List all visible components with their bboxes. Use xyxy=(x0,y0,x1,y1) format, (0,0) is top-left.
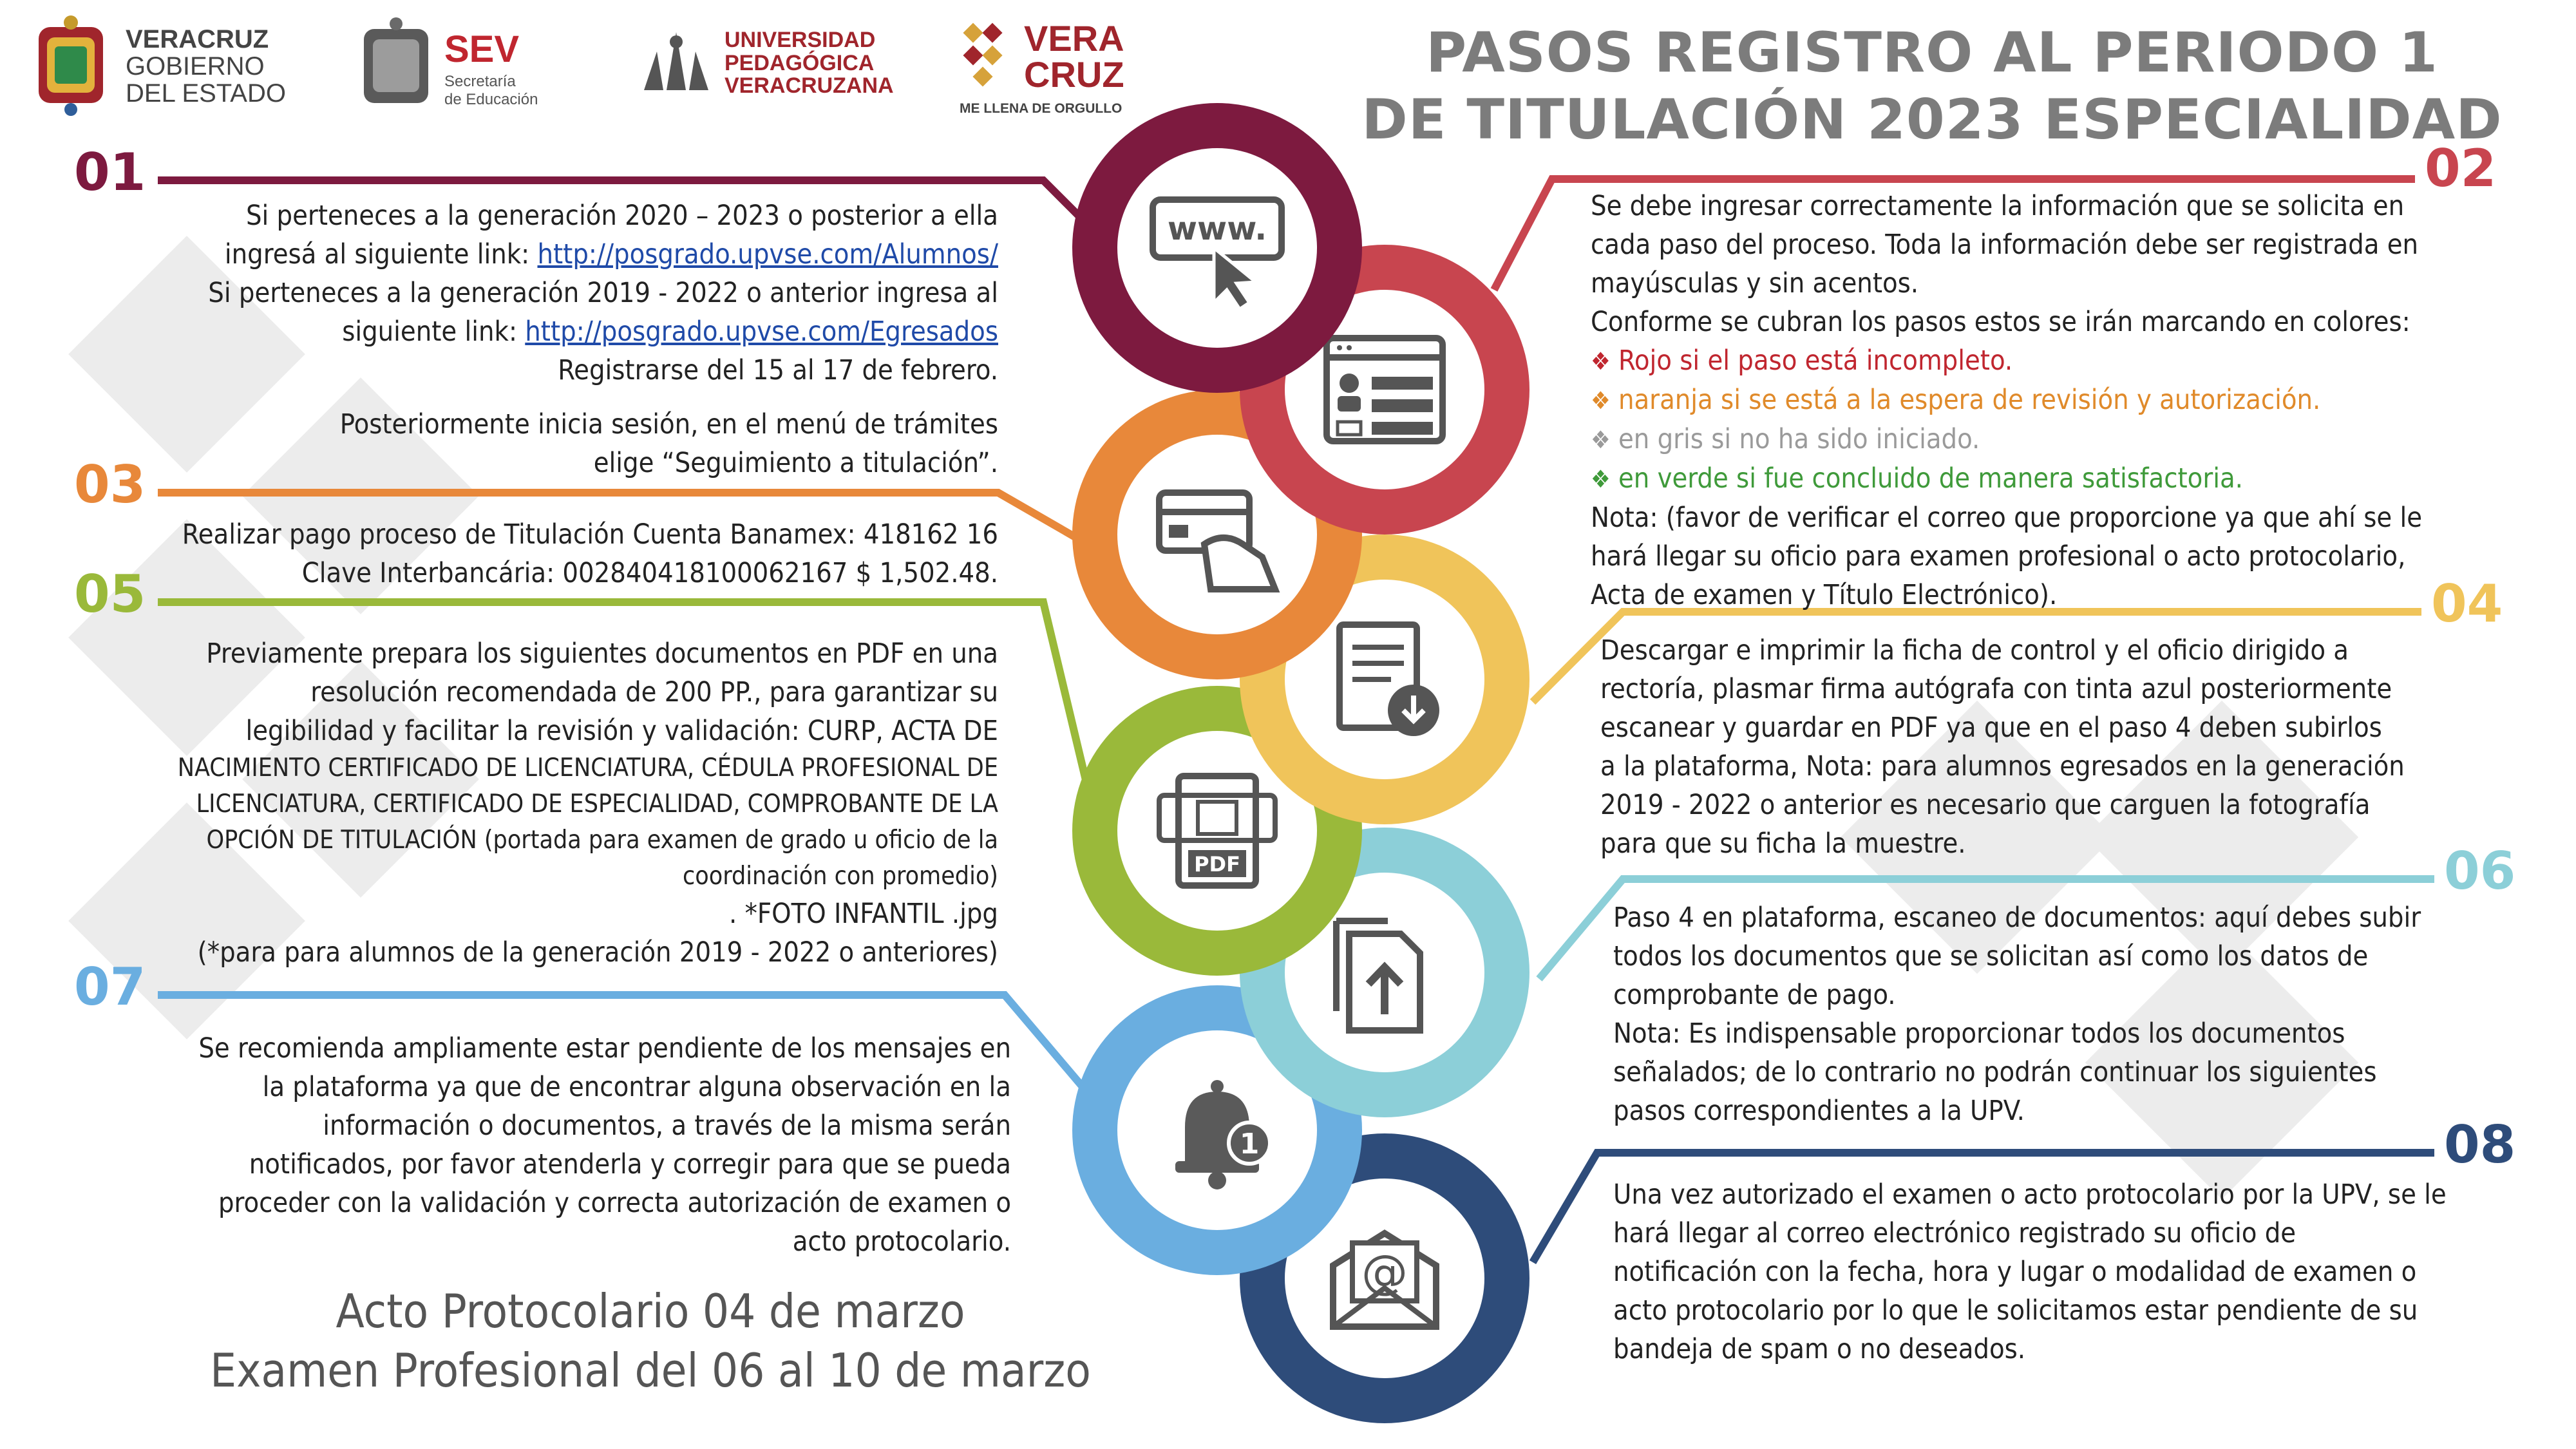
text-line: en plataforma, xyxy=(1702,902,1886,934)
step-08-number: 08 xyxy=(2444,1115,2516,1175)
step-05-text xyxy=(77,634,998,972)
key-dates xyxy=(193,1282,1108,1400)
logo-line: Secretaría xyxy=(444,73,516,90)
step-06-number: 06 xyxy=(2444,841,2516,901)
text-line: Si perteneces a la generación 2020 – 2023 o posterior a ella xyxy=(245,200,998,232)
text-line: Una vez autorizado el examen o acto protocolario por la UPV, se le xyxy=(1613,1179,2447,1211)
nota-label: Nota: xyxy=(1591,502,1658,534)
logo-line: VERACRUZANA xyxy=(724,73,894,99)
text-line: pasos correspondientes a la UPV. xyxy=(1613,1095,2025,1127)
text-line: proceder con la validación y correcta autorización de examen o xyxy=(218,1187,1011,1219)
svg-text:1: 1 xyxy=(1239,1128,1260,1160)
diamond-bullet-icon: ❖ xyxy=(1591,426,1611,454)
step-01-text xyxy=(97,196,998,482)
logo-line: VERA xyxy=(1024,18,1124,59)
text-line: . *FOTO INFANTIL .jpg xyxy=(729,898,998,930)
text-line: para que su ficha la muestre. xyxy=(1600,828,1966,860)
diamond-bullet-icon: ❖ xyxy=(1591,347,1611,375)
logo-line: PEDAGÓGICA xyxy=(724,50,875,75)
text-line: acto protocolario por lo que le solicitamos estar pendiente de su xyxy=(1613,1294,2418,1327)
text-line: información o documentos, a través de la misma serán xyxy=(323,1110,1011,1142)
status-green-text: en verde si fue concluido de manera satisfactoria. xyxy=(1618,462,2243,495)
nota-label: Nota: xyxy=(1806,750,1873,782)
step-03-number: 03 xyxy=(74,455,146,515)
step-04-text xyxy=(1600,631,2528,863)
title-line-1: PASOS REGISTRO AL PERIODO 1 xyxy=(1426,21,2438,85)
text-line: Es indispensable proporcionar todos los documentos xyxy=(1688,1018,2345,1050)
text-line: mayúsculas y sin acentos. xyxy=(1591,267,1919,299)
text-line: escanear y guardar en PDF ya que en el paso 4 deben subirlos xyxy=(1600,712,2382,744)
status-red-text: Rojo si el paso está incompleto. xyxy=(1618,345,2013,377)
document-download-icon xyxy=(1323,615,1446,744)
diamond-bullet-icon: ❖ xyxy=(1591,386,1611,415)
text-line: la plataforma ya que de encontrar alguna observación en la xyxy=(262,1071,1011,1103)
status-gray-text: en gris si no ha sido iniciado. xyxy=(1618,423,1980,455)
email-icon xyxy=(1320,1220,1449,1336)
text-line: (*para para alumnos de la generación 2019 - 2022 o anteriores) xyxy=(197,936,998,969)
text-line: a la plataforma, xyxy=(1600,750,1798,782)
svg-text:PDF: PDF xyxy=(1194,852,1240,876)
text-line: todos los documentos que se solicitan así como los datos de xyxy=(1613,940,2369,972)
text-line: coordinación con promedio) xyxy=(683,862,998,891)
text-line: hará llegar al correo electrónico registrado su oficio de xyxy=(1613,1217,2297,1249)
step-01-circle xyxy=(1072,103,1362,393)
text-line: cada paso del proceso. Toda la información debe ser registrada en xyxy=(1591,229,2419,261)
text-line: para alumnos egresados en la generación xyxy=(1880,750,2405,782)
text-line: Clave Interbancária: 002840418100062167 $ 1,502.48. xyxy=(301,557,998,589)
text-line: (favor de verificar el correo que proporcione ya que ahí se le xyxy=(1665,502,2423,534)
text-line: Registrarse del 15 al 17 de febrero. xyxy=(558,354,998,386)
text-line: Paso 4 xyxy=(1613,902,1694,934)
step-07-number: 07 xyxy=(74,957,146,1017)
text-line: 2019 - 2022 o anterior es necesario que carguen la fotografía xyxy=(1600,789,2371,821)
text-line: Si perteneces a la generación 2019 - 2022 o anterior ingresa al xyxy=(208,277,998,309)
bell-notification-icon xyxy=(1153,1066,1282,1195)
text-line: resolución recomendada de 200 PP., para garantizar su xyxy=(310,676,998,708)
web-form-icon xyxy=(1323,335,1446,444)
file-upload-icon xyxy=(1330,908,1439,1037)
text-line: notificación con la fecha, hora y lugar o modalidad de examen o xyxy=(1613,1256,2417,1288)
text-line: legibilidad y facilitar la revisión y validación: CURP, ACTA DE xyxy=(245,715,998,747)
logo-line: GOBIERNO xyxy=(126,52,265,80)
step-03-text xyxy=(97,515,998,592)
acto-protocolario-date: Acto Protocolario 04 de marzo xyxy=(336,1284,965,1338)
alumnos-link[interactable]: http://posgrado.upvse.com/Alumnos/ xyxy=(537,238,998,270)
text-line: NACIMIENTO CERTIFICADO DE LICENCIATURA, CÉDULA PROFESIONAL DE xyxy=(177,753,998,782)
logo-line: VERACRUZ xyxy=(126,25,269,53)
step-08-text xyxy=(1613,1175,2541,1368)
text-line: escaneo de documentos: aquí debes subir xyxy=(1893,902,2421,934)
egresados-link[interactable]: http://posgrado.upvse.com/Egresados xyxy=(525,316,998,348)
logo-line: DEL ESTADO xyxy=(126,79,286,108)
text-line: comprobante de pago. xyxy=(1613,979,1896,1011)
text-line: Realizar pago proceso de Titulación Cuenta Banamex: 418162 16 xyxy=(182,518,998,551)
step-06-text xyxy=(1613,898,2528,1130)
text-line: Descargar e imprimir la ficha de control y el oficio dirigido a xyxy=(1600,634,2349,667)
text-line: Se recomienda ampliamente estar pendiente de los mensajes en xyxy=(198,1032,1011,1065)
step-02-text xyxy=(1591,187,2531,614)
step-07-text xyxy=(97,1029,1011,1261)
logo-line: de Educación xyxy=(444,91,538,108)
sev-abbr: SEV xyxy=(444,28,520,70)
logo-tagline: ME LLENA DE ORGULLO xyxy=(960,101,1122,116)
diamond-bullet-icon: ❖ xyxy=(1591,465,1611,493)
text-line: LICENCIATURA, CERTIFICADO DE ESPECIALIDAD, COMPROBANTE DE LA xyxy=(196,790,998,819)
nota-label: Nota: xyxy=(1613,1018,1681,1050)
text-line: Acta de examen y Título Electrónico). xyxy=(1591,579,2058,611)
text-line: Se debe ingresar correctamente la información que se solicita en xyxy=(1591,190,2405,222)
text-line: elige “Seguimiento a titulación”. xyxy=(593,447,998,479)
text-line: notificados, por favor atenderla y corregir para que se pueda xyxy=(249,1148,1011,1180)
logo-line: UNIVERSIDAD xyxy=(724,28,876,52)
card-payment-icon xyxy=(1153,473,1282,596)
logo-line: CRUZ xyxy=(1024,54,1124,95)
text-line: acto protocolario. xyxy=(792,1226,1011,1258)
step-01-number: 01 xyxy=(74,142,146,202)
www-cursor-icon xyxy=(1150,187,1285,309)
text-line: rectoría, plasmar firma autógrafa con tinta azul posteriormente xyxy=(1600,673,2392,705)
status-orange-text: naranja si se está a la espera de revisión y autorización. xyxy=(1618,384,2321,416)
text-line: hará llegar su oficio para examen profesional o acto protocolario, xyxy=(1591,540,2406,573)
text-line: bandeja de spam o no deseados. xyxy=(1613,1333,2026,1365)
svg-text:www.: www. xyxy=(1167,210,1267,247)
text-line: Posteriormente inicia sesión, en el menú de trámites xyxy=(339,408,998,440)
text-line: señalados; de lo contrario no podrán continuar los siguientes xyxy=(1613,1056,2377,1088)
step-02-number: 02 xyxy=(2425,138,2497,198)
text-line: ingresá al siguiente link: xyxy=(224,238,530,270)
text-line: siguiente link: xyxy=(342,316,517,348)
step-04-number: 04 xyxy=(2431,574,2503,634)
text-line: Conforme se cubran los pasos estos se irán marcando en colores: xyxy=(1591,306,2410,338)
step-05-number: 05 xyxy=(74,564,146,624)
text-line: OPCIÓN DE TITULACIÓN (portada para examen de grado u oficio de la xyxy=(206,826,998,855)
examen-profesional-date: Examen Profesional del 06 al 10 de marzo xyxy=(210,1343,1091,1397)
svg-text:@: @ xyxy=(1361,1245,1408,1299)
title-line-2: DE TITULACIÓN 2023 ESPECIALIDAD xyxy=(1361,88,2503,152)
text-line: Previamente prepara los siguientes documentos en PDF en una xyxy=(206,638,998,670)
pdf-scan-icon xyxy=(1153,770,1282,892)
